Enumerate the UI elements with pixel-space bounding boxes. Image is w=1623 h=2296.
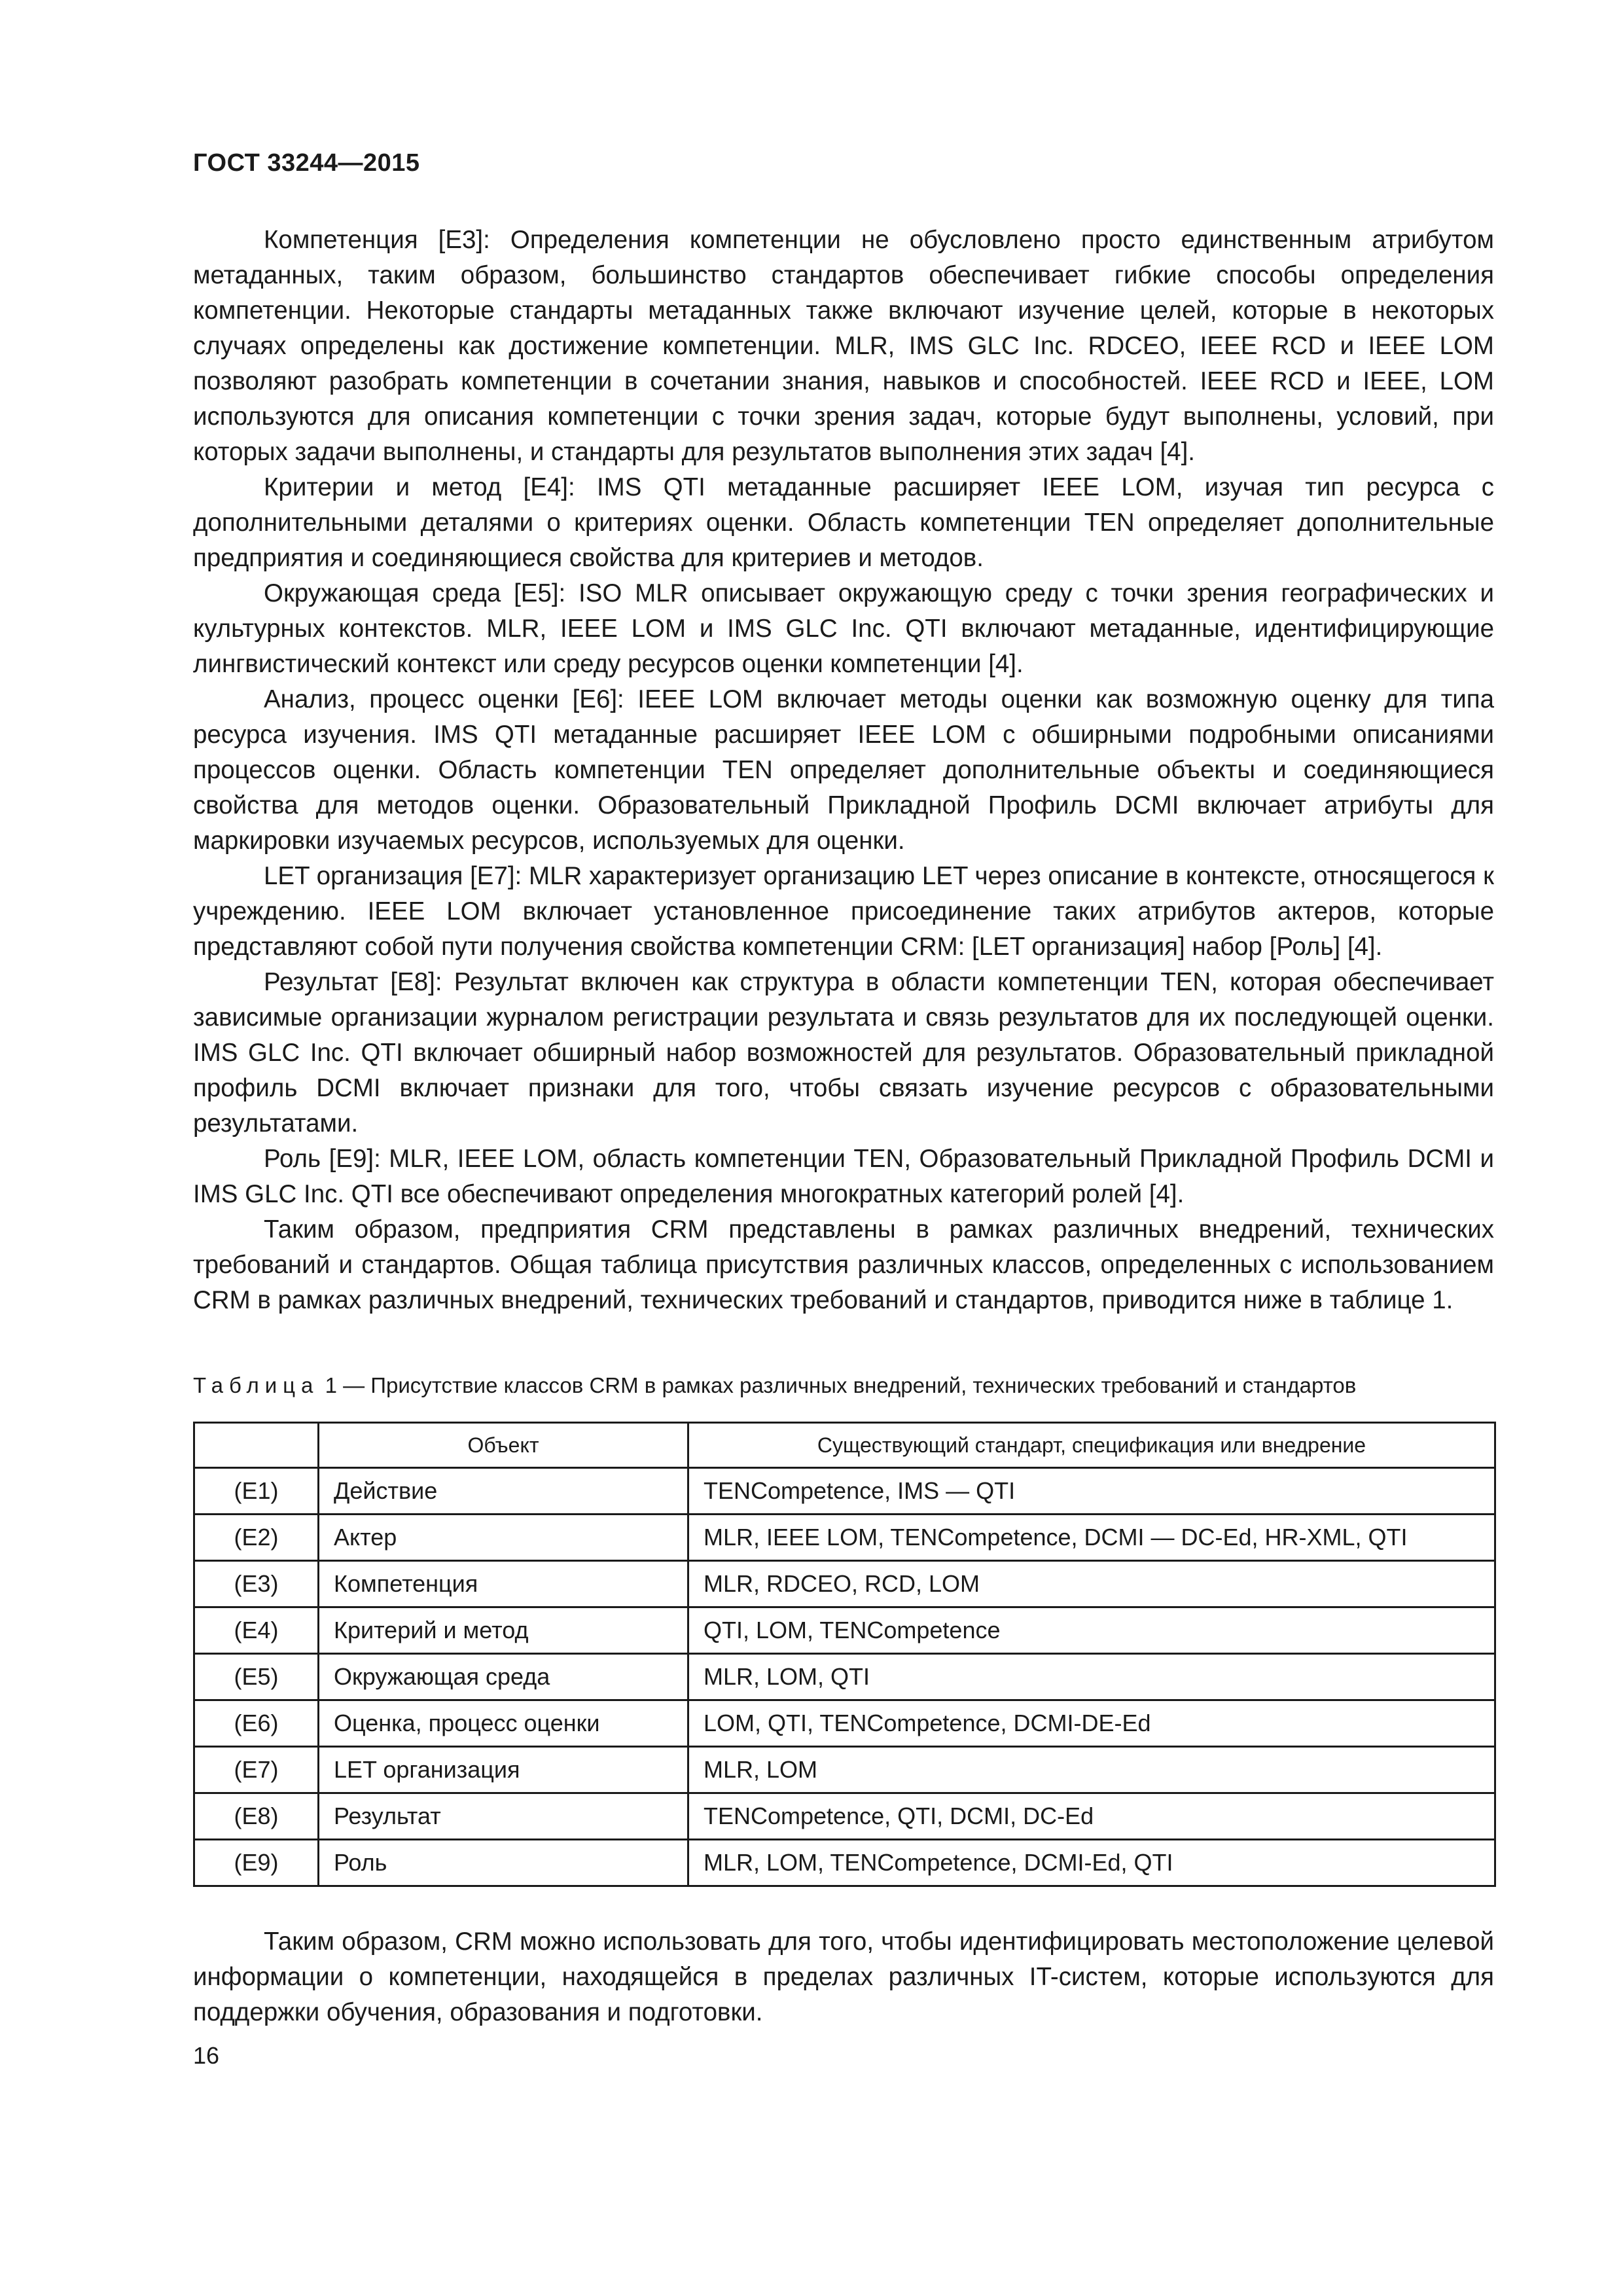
paragraph-role: Роль [E9]: MLR, IEEE LOM, область компетенции TEN, Образовательный Прикладной Профиль DCMI и IMS GLC Inc. QTI все обеспечивают определения многократных категорий ролей [4]. bbox=[193, 1145, 1494, 1208]
table-header-row bbox=[194, 1423, 1495, 1468]
table-cell-standard: MLR, IEEE LOM, TENCompetence, DCMI — DC-Ed, HR-XML, QTI bbox=[688, 1515, 1495, 1561]
crm-classes-table-wrapper bbox=[193, 1422, 1494, 1887]
table-cell-standard: LOM, QTI, TENCompetence, DCMI-DE-Ed bbox=[688, 1700, 1495, 1747]
table-cell-standard: QTI, LOM, TENCompetence bbox=[688, 1607, 1495, 1654]
table-cell-code: (E1) bbox=[194, 1468, 319, 1515]
table-cell-object: Окружающая среда bbox=[319, 1654, 688, 1700]
table-cell-code: (E9) bbox=[194, 1840, 319, 1886]
table-cell-code: (E8) bbox=[194, 1793, 319, 1840]
table-header-code bbox=[194, 1423, 319, 1468]
table-row bbox=[194, 1607, 1495, 1654]
paragraph-let-organization: LET организация [E7]: MLR характеризует организацию LET через описание в контексте, относящегося к учреждению. IEEE LOM включает установленное присоединение таких атрибутов актеров, которые представляют собой пути получения свойства компетенции CRM: [LET организация] набор [Роль] [4]. bbox=[193, 862, 1494, 961]
table-header-standard: Существующий стандарт, спецификация или внедрение bbox=[688, 1423, 1495, 1468]
table-cell-object: Оценка, процесс оценки bbox=[319, 1700, 688, 1747]
paragraph-competence: Компетенция [E3]: Определения компетенции не обусловлено просто единственным атрибутом метаданных, таким образом, большинство стандартов обеспечивает гибкие способы определения компетенции. Некоторые стандарты метаданных также включают изучение целей, которые в некоторых случаях определены как достижение компетенции. MLR, IMS GLC Inc. RDCEO, IEEE RCD и IEEE LOM позволяют разобрать компетенции в сочетании знания, навыков и способностей. IEEE RCD и IEEE, LOM используются для описания компетенции с точки зрения задач, которые будут выполнены, условий, при которых задачи выполнены, и стандарты для результатов выполнения этих задач [4]. bbox=[193, 226, 1494, 466]
table-row bbox=[194, 1840, 1495, 1886]
paragraph-summary: Таким образом, предприятия CRM представлены в рамках различных внедрений, технических требований и стандартов. Общая таблица присутствия различных классов, определенных с использованием CRM в рамках различных внедрений, технических требований и стандартов, приводится ниже в таблице 1. bbox=[193, 1215, 1494, 1314]
closing-text bbox=[193, 1924, 1494, 2030]
table-cell-code: (E7) bbox=[194, 1747, 319, 1793]
table-cell-object: LET организация bbox=[319, 1747, 688, 1793]
table-caption bbox=[193, 1371, 1494, 1400]
table-cell-object: Актер bbox=[319, 1515, 688, 1561]
table-cell-standard: MLR, LOM, QTI bbox=[688, 1654, 1495, 1700]
crm-classes-table bbox=[193, 1422, 1496, 1887]
body-text bbox=[193, 223, 1494, 1318]
table-cell-standard: TENCompetence, IMS — QTI bbox=[688, 1468, 1495, 1515]
table-row bbox=[194, 1700, 1495, 1747]
table-row bbox=[194, 1793, 1495, 1840]
document-header: ГОСТ 33244—2015 bbox=[193, 149, 420, 177]
table-row bbox=[194, 1468, 1495, 1515]
table-cell-code: (E3) bbox=[194, 1561, 319, 1607]
page-number: 16 bbox=[193, 2042, 220, 2069]
table-cell-standard: MLR, LOM bbox=[688, 1747, 1495, 1793]
table-cell-code: (E6) bbox=[194, 1700, 319, 1747]
table-caption-label: Таблица bbox=[193, 1373, 319, 1397]
table-row bbox=[194, 1515, 1495, 1561]
table-cell-object: Критерий и метод bbox=[319, 1607, 688, 1654]
table-cell-standard: TENCompetence, QTI, DCMI, DC-Ed bbox=[688, 1793, 1495, 1840]
table-caption-text: 1 — Присутствие классов CRM в рамках различных внедрений, технических требований и стандартов bbox=[325, 1373, 1357, 1397]
table-row bbox=[194, 1654, 1495, 1700]
paragraph-criteria-method: Критерии и метод [E4]: IMS QTI метаданные расширяет IEEE LOM, изучая тип ресурса с дополнительными деталями о критериях оценки. Область компетенции TEN определяет дополнительные предприятия и соединяющиеся свойства для критериев и методов. bbox=[193, 473, 1494, 572]
table-cell-object: Роль bbox=[319, 1840, 688, 1886]
table-cell-object: Результат bbox=[319, 1793, 688, 1840]
table-cell-code: (E5) bbox=[194, 1654, 319, 1700]
table-cell-standard: MLR, RDCEO, RCD, LOM bbox=[688, 1561, 1495, 1607]
table-cell-object: Действие bbox=[319, 1468, 688, 1515]
table-row bbox=[194, 1747, 1495, 1793]
paragraph-environment: Окружающая среда [E5]: ISO MLR описывает окружающую среду с точки зрения географических и культурных контекстов. MLR, IEEE LOM и IMS GLC Inc. QTI включают метаданные, идентифицирующие лингвистический контекст или среду ресурсов оценки компетенции [4]. bbox=[193, 579, 1494, 678]
paragraph-closing: Таким образом, CRM можно использовать для того, чтобы идентифицировать местоположение целевой информации о компетенции, находящейся в пределах различных IT-систем, которые используются для поддержки обучения, образования и подготовки. bbox=[193, 1928, 1494, 2026]
table-cell-standard: MLR, LOM, TENCompetence, DCMI-Ed, QTI bbox=[688, 1840, 1495, 1886]
paragraph-assessment-process: Анализ, процесс оценки [E6]: IEEE LOM включает методы оценки как возможную оценку для типа ресурса изучения. IMS QTI метаданные расширяет IEEE LOM с обширными подробными описаниями процессов оценки. Область компетенции TEN определяет дополнительные объекты и соединяющиеся свойства для методов оценки. Образовательный Прикладной Профиль DCMI включает атрибуты для маркировки изучаемых ресурсов, используемых для оценки. bbox=[193, 685, 1494, 855]
table-cell-code: (E2) bbox=[194, 1515, 319, 1561]
table-cell-code: (E4) bbox=[194, 1607, 319, 1654]
paragraph-result: Результат [E8]: Результат включен как структура в области компетенции TEN, которая обеспечивает зависимые организации журналом регистрации результата и связь результатов для их последующей оценки. IMS GLC Inc. QTI включает обширный набор возможностей для результатов. Образовательный прикладной профиль DCMI включает признаки для того, чтобы связать изучение ресурсов с образовательными результатами. bbox=[193, 968, 1494, 1138]
table-row bbox=[194, 1561, 1495, 1607]
table-cell-object: Компетенция bbox=[319, 1561, 688, 1607]
table-header-object: Объект bbox=[319, 1423, 688, 1468]
